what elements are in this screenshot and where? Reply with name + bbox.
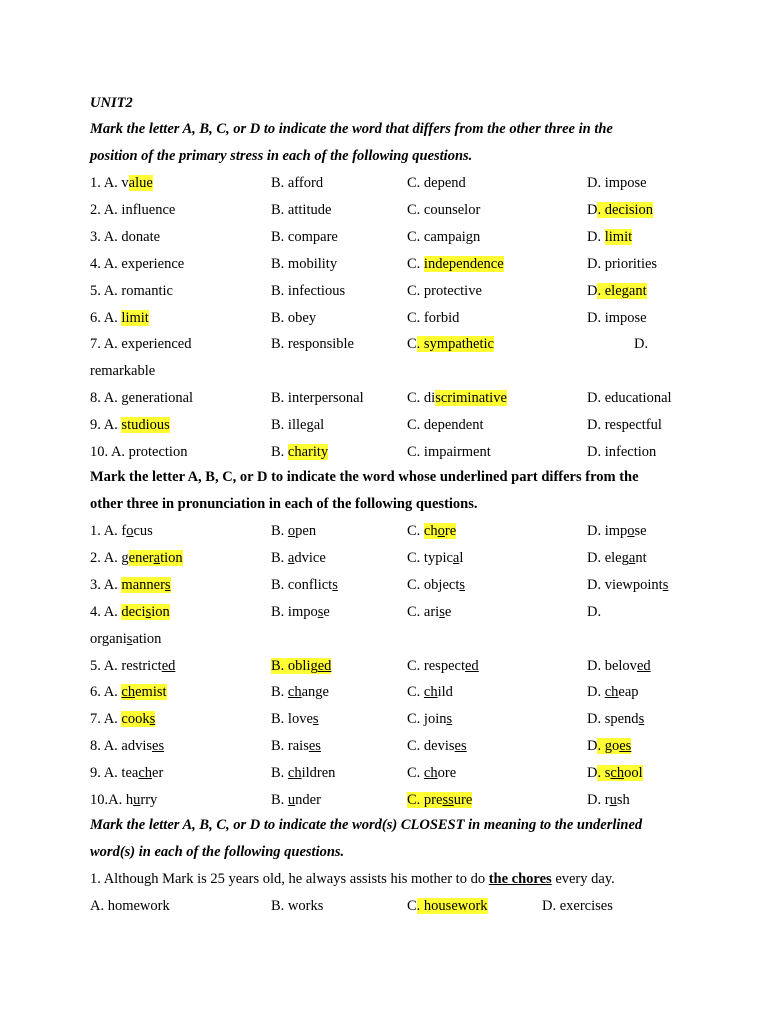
option-b <box>271 442 328 462</box>
highlighted-text: scriminative <box>435 390 507 407</box>
option-d <box>587 200 653 220</box>
option-text: o <box>126 523 134 539</box>
option-text: eap <box>618 684 639 701</box>
option-text: ch <box>287 684 302 701</box>
option-text: s <box>439 603 445 620</box>
highlighted-text: es <box>619 738 632 755</box>
option-text: 8. A. generational <box>90 390 194 407</box>
option-text: C. join <box>407 711 447 728</box>
option-text: se <box>634 523 647 539</box>
option-text: C. <box>407 765 424 782</box>
section2-instruction-line1: Mark the letter A, B, C, or D to indicate the word whose underlined part differs from the <box>90 469 639 485</box>
option-text: organi <box>90 630 127 647</box>
option-text: D. impose <box>587 175 647 191</box>
option-a <box>90 388 193 408</box>
option-a <box>90 763 163 783</box>
option-text: l <box>459 549 464 566</box>
highlighted-text: ch <box>423 523 438 539</box>
option-c <box>407 896 488 916</box>
section3-instruction-line1: Mark the letter A, B, C, or D to indicate the word(s) CLOSEST in meaning to the underlined <box>90 817 643 833</box>
option-text: B. <box>271 523 288 539</box>
option-d <box>587 682 639 702</box>
option-c <box>407 334 494 354</box>
option-c <box>407 173 466 193</box>
option-a <box>90 575 171 595</box>
option-text: C. ari <box>407 603 440 620</box>
option-a <box>90 656 175 676</box>
option-text: D <box>587 765 598 782</box>
option-a <box>90 254 184 274</box>
highlighted-text: studious <box>121 417 170 434</box>
option-b <box>271 254 337 274</box>
highlighted-text: s <box>164 576 171 593</box>
option-c <box>407 388 507 408</box>
option-text: D. <box>587 228 605 245</box>
option-a <box>90 548 183 568</box>
option-text: C. campaign <box>407 228 481 245</box>
option-text: D <box>587 738 598 755</box>
highlighted-text: alue <box>128 175 153 191</box>
option-text: s <box>332 576 338 593</box>
option-text: C. object <box>407 576 460 593</box>
option-text: C. dependent <box>407 417 484 434</box>
option-b <box>271 602 330 622</box>
option-d <box>587 656 651 676</box>
highlighted-text: ool <box>624 765 643 782</box>
option-text: D. educational <box>587 390 672 407</box>
option-text: 5. A. romantic <box>90 282 173 299</box>
option-text: o <box>627 523 635 539</box>
question-row <box>0 682 768 702</box>
option-text: 3. A. donate <box>90 228 161 245</box>
option-d <box>587 173 647 193</box>
highlighted-text: . s <box>597 765 611 782</box>
option-b <box>271 656 331 676</box>
option-a <box>90 790 157 810</box>
option-d <box>587 415 662 435</box>
section2-instruction-line2: other three in pronunciation in each of the following questions. <box>90 496 478 512</box>
question-row <box>0 602 768 622</box>
option-a <box>90 334 191 354</box>
section3-question-1 <box>90 869 615 889</box>
option-c <box>407 415 484 435</box>
option-text: 8. A. advis <box>90 738 153 755</box>
option-d <box>587 763 643 783</box>
option-text: B. <box>271 684 288 701</box>
option-c <box>407 281 482 301</box>
highlighted-text: s <box>149 711 156 728</box>
option-text: D. spend <box>587 711 639 728</box>
option-text: C. counselor <box>407 201 481 218</box>
option-d <box>634 334 648 354</box>
option-text: e <box>444 603 452 620</box>
question-row <box>0 656 768 676</box>
option-c <box>407 763 456 783</box>
question-row <box>0 629 768 649</box>
option-text: 10.A. h <box>90 792 134 808</box>
question-row <box>0 254 768 274</box>
option-text: rry <box>140 792 158 808</box>
option-text: s <box>126 630 133 647</box>
highlighted-text: . elegant <box>597 282 647 299</box>
option-text: 7. A. experienced <box>90 336 192 353</box>
option-d <box>587 254 657 274</box>
option-d <box>587 736 631 756</box>
option-a <box>90 308 149 328</box>
option-b <box>271 388 364 408</box>
option-c <box>407 442 491 462</box>
option-text: D. belov <box>587 657 637 674</box>
option-text: 5. A. restrict <box>90 657 162 674</box>
option-text: D. imp <box>587 523 628 539</box>
highlighted-text: . sympathetic <box>416 336 494 353</box>
option-b <box>271 173 323 193</box>
option-text: 1. A. v <box>90 175 129 191</box>
option-text: C. devis <box>407 738 455 755</box>
option-b <box>271 709 319 729</box>
option-a <box>90 415 170 435</box>
highlighted-text: emist <box>135 684 167 701</box>
option-text: es <box>308 738 321 755</box>
option-text: 4. A. experience <box>90 255 185 272</box>
question-row <box>0 709 768 729</box>
option-text: D. infection <box>587 444 657 460</box>
underlined-phrase: the chores <box>488 871 552 887</box>
option-text: C. respect <box>407 657 465 674</box>
option-text: ildren <box>301 765 336 782</box>
option-c <box>407 575 465 595</box>
option-text: B. rais <box>271 738 309 755</box>
question-row <box>0 548 768 568</box>
option-text: C. <box>407 255 424 272</box>
option-c <box>407 602 451 622</box>
option-text: B. <box>271 765 288 782</box>
option-text: B. mobility <box>271 255 338 272</box>
option-text: u <box>609 792 617 808</box>
option-text: ation <box>132 630 162 647</box>
option-c <box>407 736 467 756</box>
question-row <box>0 308 768 328</box>
question-row <box>0 334 768 354</box>
section3-instruction-line2: word(s) in each of the following questions. <box>90 844 345 860</box>
highlighted-text: cook <box>121 711 150 728</box>
highlighted-text: ure <box>453 792 473 808</box>
option-d <box>587 308 647 328</box>
question-row <box>0 227 768 247</box>
option-c <box>407 200 480 220</box>
highlighted-text: independence <box>423 255 504 272</box>
option-a <box>90 442 187 462</box>
option-text: a <box>628 549 636 566</box>
option-text: cus <box>133 523 153 539</box>
option-a <box>90 709 155 729</box>
option-text: ch <box>604 684 619 701</box>
option-text: C. <box>407 523 424 539</box>
option-text: ange <box>301 684 329 701</box>
option-text: D. respectful <box>587 417 662 434</box>
option-text: B. love <box>271 711 313 728</box>
option-a: A. homework <box>90 898 170 914</box>
option-text: C. <box>407 684 424 701</box>
option-text: B. impo <box>271 603 318 620</box>
option-text: D <box>587 201 598 218</box>
option-text: s <box>459 576 466 593</box>
option-text: 4. A. <box>90 603 122 620</box>
option-b <box>271 308 316 328</box>
option-d <box>587 790 630 810</box>
option-text: s <box>638 711 645 728</box>
option-text: ch <box>287 765 302 782</box>
option-text: 9. A. <box>90 417 122 434</box>
option-text: 3. A. <box>90 576 122 593</box>
option-b <box>271 682 329 702</box>
option-text: u <box>133 792 141 808</box>
option-text: ore <box>437 765 457 782</box>
highlighted-text: . go <box>597 738 620 755</box>
option-a <box>90 200 175 220</box>
option-b <box>271 790 321 810</box>
option-d <box>587 388 672 408</box>
option-c <box>407 227 480 247</box>
unit-title: UNIT2 <box>90 95 133 111</box>
highlighted-text: limit <box>604 228 633 245</box>
highlighted-text: ss <box>442 792 454 808</box>
option-a <box>90 361 155 381</box>
option-text: ed <box>161 657 176 674</box>
highlighted-text: charity <box>287 444 329 460</box>
highlighted-text: a <box>153 549 161 566</box>
option-text: B. attitude <box>271 201 332 218</box>
option-b <box>271 575 338 595</box>
option-text: D. r <box>587 792 610 808</box>
option-text: C. typic <box>407 549 453 566</box>
option-text: C. protective <box>407 282 482 299</box>
option-text: C. impairment <box>407 444 491 460</box>
option-text: B. conflict <box>271 576 333 593</box>
highlighted-text: ch <box>121 684 136 701</box>
question-row <box>0 575 768 595</box>
option-a <box>90 281 173 301</box>
option-text: es <box>454 738 467 755</box>
sentence-text: 1. Although Mark is 25 years old, he always assists his mother to do <box>90 871 489 887</box>
option-b <box>271 521 316 541</box>
option-b <box>271 200 331 220</box>
option-text: 6. A. <box>90 309 122 326</box>
option-a <box>90 227 160 247</box>
option-c <box>407 548 463 568</box>
option-a <box>90 682 167 702</box>
option-text: ch <box>138 765 153 782</box>
option-a <box>90 736 164 756</box>
option-d <box>587 521 647 541</box>
option-a <box>90 602 170 622</box>
option-text: s <box>317 603 324 620</box>
option-text: u <box>287 792 296 808</box>
option-text: remarkable <box>90 363 156 380</box>
question-row <box>0 521 768 541</box>
option-text: ild <box>437 684 453 701</box>
highlighted-text: limit <box>121 309 149 326</box>
option-text: B. <box>271 549 288 566</box>
option-text: ed <box>636 657 651 674</box>
option-text: ch <box>423 765 438 782</box>
option-text: D. <box>634 336 649 353</box>
option-d <box>587 602 601 622</box>
option-text: B. responsible <box>271 336 354 353</box>
option-c <box>407 254 504 274</box>
option-text: s <box>312 711 319 728</box>
option-text: 7. A. <box>90 711 122 728</box>
option-text: 2. A. influence <box>90 201 176 218</box>
highlighted-text: ion <box>151 603 170 620</box>
highlighted-text: ch <box>610 765 625 782</box>
option-d <box>587 548 647 568</box>
sentence-text: every day. <box>551 871 615 887</box>
highlighted-text: tion <box>160 549 183 566</box>
option-text: s <box>446 711 453 728</box>
question-row <box>0 442 768 462</box>
highlighted-text: ed <box>317 657 332 674</box>
question-row <box>0 173 768 193</box>
option-c <box>407 682 453 702</box>
question-row <box>0 736 768 756</box>
option-c <box>407 709 452 729</box>
option-b: B. works <box>271 898 324 914</box>
option-text: 2. A. g <box>90 549 129 566</box>
highlighted-text: C. pre <box>407 792 443 808</box>
highlighted-text: deci <box>121 603 146 620</box>
option-d <box>587 281 647 301</box>
option-text: C. di <box>407 390 436 407</box>
option-c-highlight: . housework <box>416 898 488 914</box>
option-text: B. interpersonal <box>271 390 364 407</box>
question-row <box>0 388 768 408</box>
option-text: o <box>287 523 296 539</box>
section1-instruction-line2: position of the primary stress in each of the following questions. <box>90 148 473 164</box>
option-c <box>407 308 459 328</box>
option-text: ed <box>464 657 479 674</box>
question-row <box>0 763 768 783</box>
option-a <box>90 521 153 541</box>
highlighted-text: o <box>437 523 445 539</box>
option-b <box>271 763 335 783</box>
option-b <box>271 415 324 435</box>
option-d <box>587 709 644 729</box>
option-d <box>587 575 668 595</box>
option-c-letter: C <box>407 898 417 914</box>
option-text: er <box>152 765 164 782</box>
highlighted-text: . decision <box>597 201 654 218</box>
option-text: D. <box>587 684 605 701</box>
option-text: sh <box>616 792 630 808</box>
option-d <box>587 442 656 462</box>
option-text: a <box>287 549 295 566</box>
option-text: a <box>452 549 460 566</box>
option-c <box>407 790 472 810</box>
option-text: B. afford <box>271 175 324 191</box>
option-text: nt <box>635 549 647 566</box>
option-text: e <box>323 603 330 620</box>
option-text: dvice <box>294 549 326 566</box>
option-text: 1. A. f <box>90 523 127 539</box>
question-row <box>0 281 768 301</box>
option-text: s <box>662 576 669 593</box>
option-b <box>271 334 354 354</box>
option-text: B. compare <box>271 228 338 245</box>
highlighted-text: manner <box>121 576 165 593</box>
highlighted-text: ener <box>128 549 154 566</box>
option-text: pen <box>295 523 317 539</box>
option-text: D <box>587 282 598 299</box>
question-row <box>0 790 768 810</box>
option-c <box>407 656 479 676</box>
option-text: B. <box>271 792 288 808</box>
option-text: C. forbid <box>407 309 460 326</box>
option-a <box>90 629 161 649</box>
section1-instruction-line1: Mark the letter A, B, C, or D to indicate the word that differs from the other three in the <box>90 121 613 137</box>
option-text: B. obey <box>271 309 317 326</box>
question-row <box>0 415 768 435</box>
option-text: D. viewpoint <box>587 576 663 593</box>
option-text: D. eleg <box>587 549 629 566</box>
option-b <box>271 227 338 247</box>
option-text: C. depend <box>407 175 466 191</box>
option-text: C <box>407 336 417 353</box>
option-d <box>587 227 632 247</box>
question-row <box>0 200 768 220</box>
option-text: 9. A. tea <box>90 765 139 782</box>
option-text: B. infectious <box>271 282 346 299</box>
option-text: nder <box>295 792 321 808</box>
highlighted-text: re <box>444 523 457 539</box>
section3-question-1-options <box>0 896 768 916</box>
option-text: 10. A. protection <box>90 444 188 460</box>
option-b <box>271 736 321 756</box>
option-text: es <box>152 738 165 755</box>
option-text: ch <box>423 684 438 701</box>
option-text: B. illegal <box>271 417 325 434</box>
option-text: D. priorities <box>587 255 658 272</box>
option-b <box>271 548 326 568</box>
highlighted-text: s <box>145 603 152 620</box>
question-row <box>0 361 768 381</box>
option-b <box>271 281 345 301</box>
option-a <box>90 173 153 193</box>
option-text: D. <box>587 603 602 620</box>
option-d: D. exercises <box>542 898 613 914</box>
highlighted-text: B. oblig <box>271 657 318 674</box>
option-c <box>407 521 456 541</box>
option-text: 6. A. <box>90 684 122 701</box>
option-text: D. impose <box>587 309 647 326</box>
option-text: B. <box>271 444 288 460</box>
